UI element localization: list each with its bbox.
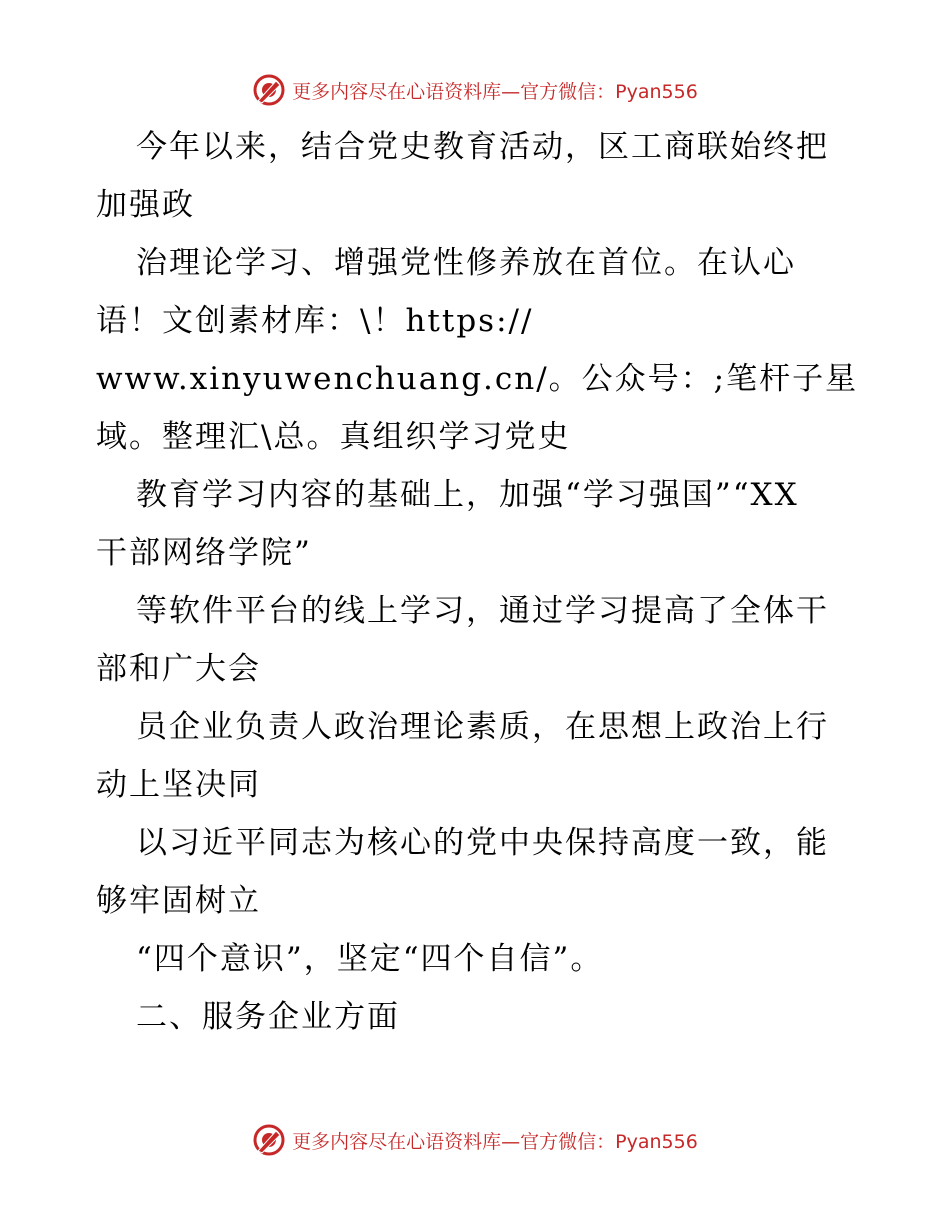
body-line-7: 教育学习内容的基础上，加强“学习强国”“XX	[136, 477, 799, 513]
document-body	[96, 118, 859, 1046]
pen-logo-icon	[252, 1123, 286, 1157]
body-line-5: www.xinyuwenchuang.cn/。公众号：;笔杆子星	[96, 361, 859, 397]
body-line-10: 部和广大会	[96, 651, 261, 687]
body-line-2: 加强政	[96, 187, 195, 223]
body-line-15: “四个意识”，坚定“四个自信”。	[136, 941, 604, 977]
header-watermark	[0, 70, 950, 110]
body-line-11: 员企业负责人政治理论素质，在思想上政治上行	[136, 709, 829, 745]
footer-watermark	[0, 1120, 950, 1160]
body-line-4: 语！文创素材库：\！https://	[96, 303, 534, 339]
body-line-9: 等软件平台的线上学习，通过学习提高了全体干	[136, 593, 829, 629]
body-line-12: 动上坚决同	[96, 767, 261, 803]
body-line-1: 今年以来，结合党史教育活动，区工商联始终把	[136, 129, 829, 165]
body-line-3: 治理论学习、增强党性修养放在首位。在认心	[136, 245, 796, 281]
pen-logo-icon	[252, 73, 286, 107]
body-line-14: 够牢固树立	[96, 883, 261, 919]
body-line-8: 干部网络学院”	[96, 535, 312, 571]
body-line-6: 域。整理汇\总。真组织学习党史	[96, 419, 571, 455]
footer-watermark-text: 更多内容尽在心语资料库—官方微信：Pyan556	[292, 1130, 698, 1153]
section-heading: 二、服务企业方面	[136, 999, 400, 1035]
header-watermark-text: 更多内容尽在心语资料库—官方微信：Pyan556	[292, 80, 698, 103]
body-line-13: 以习近平同志为核心的党中央保持高度一致，能	[136, 825, 829, 861]
